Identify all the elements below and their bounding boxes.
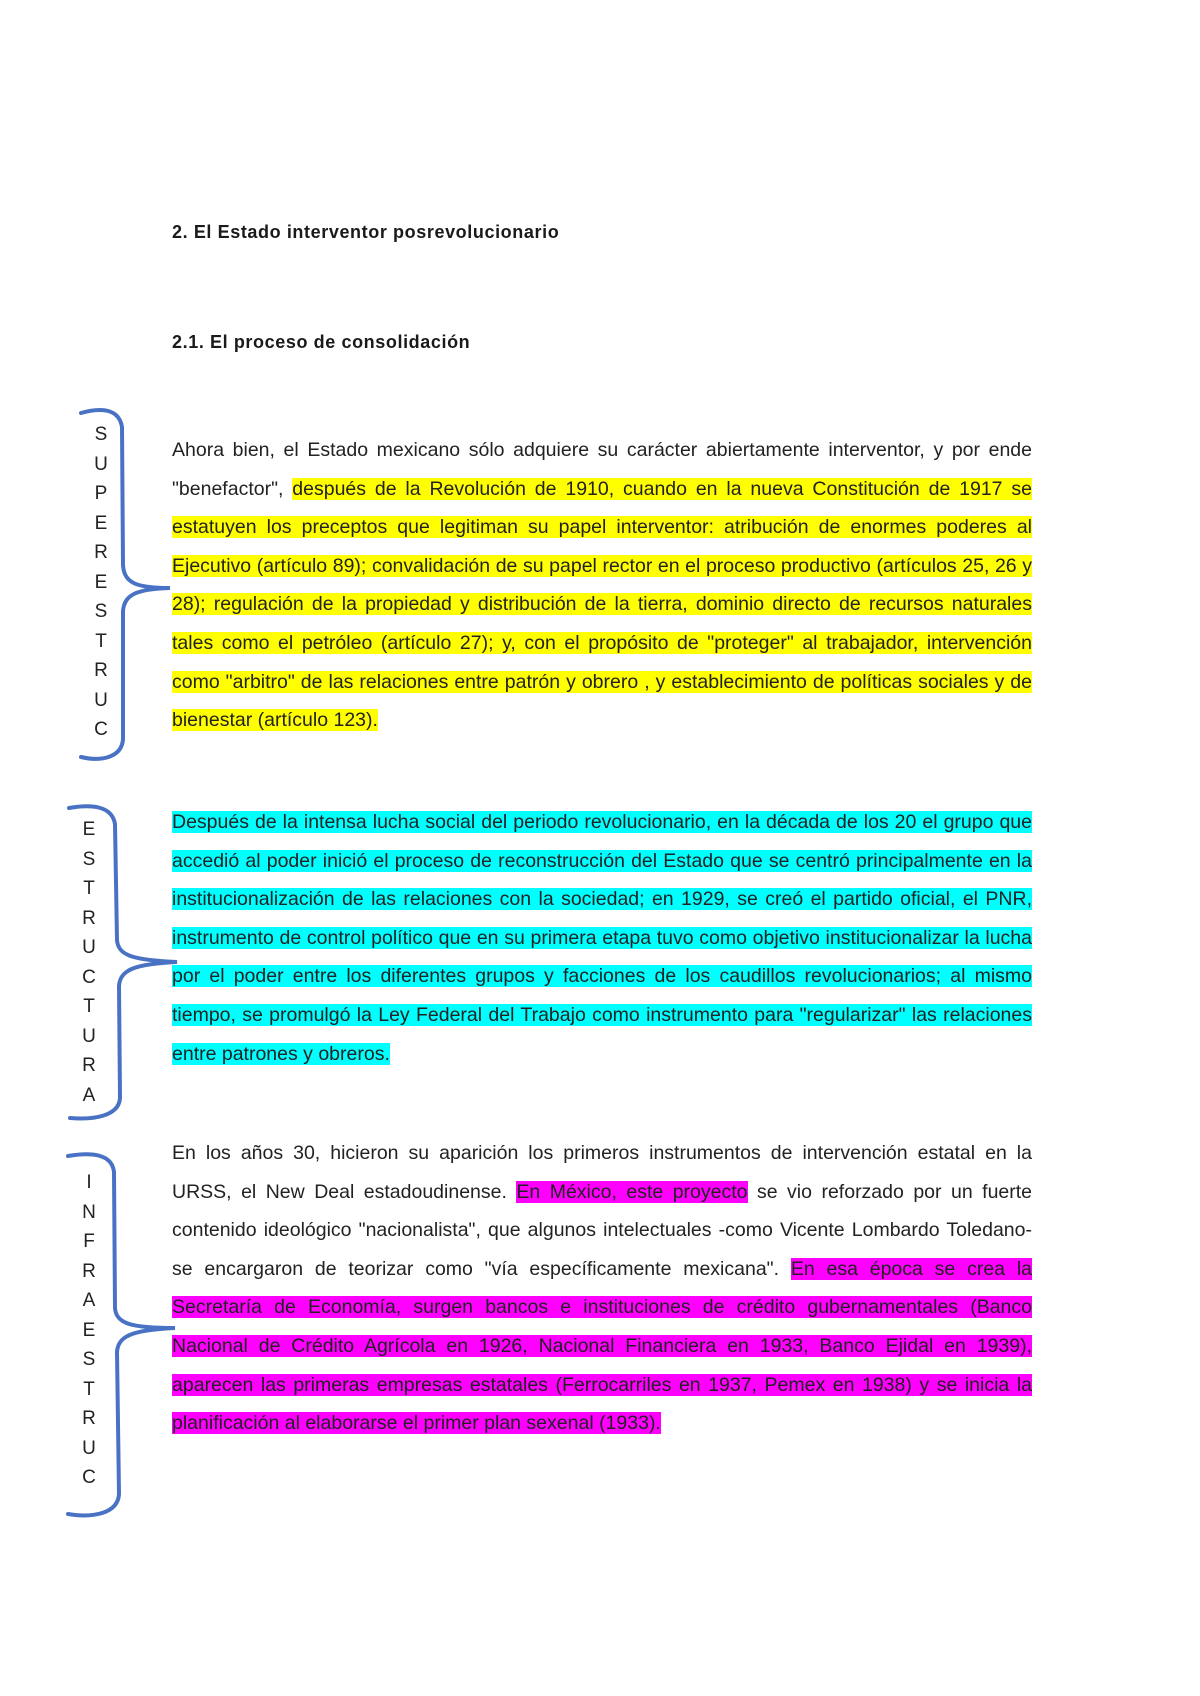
annotation-letter: C xyxy=(82,1467,96,1488)
annotation-letter: E xyxy=(94,571,108,593)
annotation-letter: T xyxy=(83,1378,95,1400)
annotation-letter: S xyxy=(82,1349,96,1370)
annotation-letter: E xyxy=(82,819,96,840)
annotation-letter: A xyxy=(82,1084,96,1106)
annotation-letter: T xyxy=(83,878,95,899)
annotation-letter: A xyxy=(82,1290,96,1311)
annotation-letter: S xyxy=(94,424,108,445)
annotation-letter: I xyxy=(86,1172,92,1193)
paragraph-text: En los años 30, hicieron su aparición los primeros instrumentos de intervención estatal en la URSS, el New Deal estadoudinense. xyxy=(172,1142,1032,1203)
annotation-letter: R xyxy=(82,1260,96,1282)
annotation-letter: T xyxy=(95,630,107,652)
cyan-highlight: Después de la intensa lucha social del periodo revolucionario, en la década de los 20 el grupo que accedió al poder inició el proceso de reconstrucción del Estado que se centró principalmente en la institucionalización de las relaciones con la sociedad; en 1929, se creó el partido oficial, el PNR, instrumento de control político que en su primera etapa tuvo como objetivo institucionalizar la lucha por el poder entre los diferentes grupos y facciones de los caudillos revolucionarios; al mismo tiempo, se promulgó la Ley Federal del Trabajo como instrumento para "regularizar" las relaciones entre patrones y obreros. xyxy=(172,811,1032,1065)
annotation-letter: E xyxy=(82,1319,96,1341)
magenta-highlight: En México, este proyecto xyxy=(516,1180,748,1203)
annotation-letter: R xyxy=(82,907,96,929)
section-heading: 2. El Estado interventor posrevolucionario xyxy=(172,222,560,242)
annotation-letter: P xyxy=(94,483,108,504)
annotation-letter: U xyxy=(82,1437,96,1459)
annotation-letter: R xyxy=(82,1055,96,1076)
annotation-letter: S xyxy=(94,601,108,622)
annotation-letter: U xyxy=(94,689,108,711)
annotation-letter: C xyxy=(82,966,96,988)
annotation-letter: R xyxy=(94,660,108,681)
subsection-heading: 2.1. El proceso de consolidación xyxy=(172,332,471,352)
annotation-letter: N xyxy=(82,1201,96,1223)
annotation-letter: E xyxy=(94,512,108,534)
annotation-letter: R xyxy=(94,542,108,563)
annotation-letter: U xyxy=(82,1025,96,1047)
paragraph-estructura xyxy=(172,803,1032,1073)
annotation-letter: U xyxy=(94,453,108,475)
annotation-letter: S xyxy=(82,848,96,870)
paragraph-superestructura xyxy=(172,431,1032,740)
yellow-highlight: después de la Revolución de 1910, cuando en la nueva Constitución de 1917 se estatuyen los preceptos que legitiman su papel interventor: atribución de enormes poderes al Ejecutivo (artículo 89); convalidación de su papel rector en el proceso productivo (artículos 25, 26 y 28); regulación de la propiedad y distribución de la tierra, dominio directo de recursos naturales tales como el petróleo (artículo 27); y, con el propósito de "proteger" al trabajador, intervención como "arbitro" de las relaciones entre patrón y obrero , y establecimiento de políticas sociales y de bienestar (artículo 123). xyxy=(172,477,1032,732)
superestructura-brace-icon xyxy=(74,405,174,765)
magenta-highlight: En esa época se crea la Secretaría de Economía, surgen bancos e instituciones de crédito gubernamentales (Banco Nacional de Crédito Agrícola en 1926, Nacional Financiera en 1933, Banco Ejidal en 1939), aparecen las primeras empresas estatales (Ferrocarriles en 1937, Pemex en 1938) y se inicia la planificación al elaborarse el primer plan sexenal (1933). xyxy=(172,1257,1032,1435)
infraestructura-brace-icon xyxy=(62,1148,182,1526)
annotation-letter: F xyxy=(83,1231,95,1252)
paragraph-text: se vio reforzado por un fuerte contenido ideológico "nacionalista", que algunos intelectuales -como Vicente Lombardo Toledano- se encargaron de teorizar como "vía específicamente mexicana". xyxy=(172,1180,1033,1280)
paragraph-text: Ahora bien, el Estado mexicano sólo adquiere su carácter abiertamente interventor, y por ende "benefactor", xyxy=(172,439,1032,500)
paragraph-infraestructura xyxy=(172,1134,1032,1443)
annotation-letter: U xyxy=(82,937,96,958)
annotation-letter: C xyxy=(94,719,108,740)
estructura-brace-icon xyxy=(64,800,184,1130)
annotation-letter: T xyxy=(83,996,95,1017)
annotation-letter: R xyxy=(82,1408,96,1429)
